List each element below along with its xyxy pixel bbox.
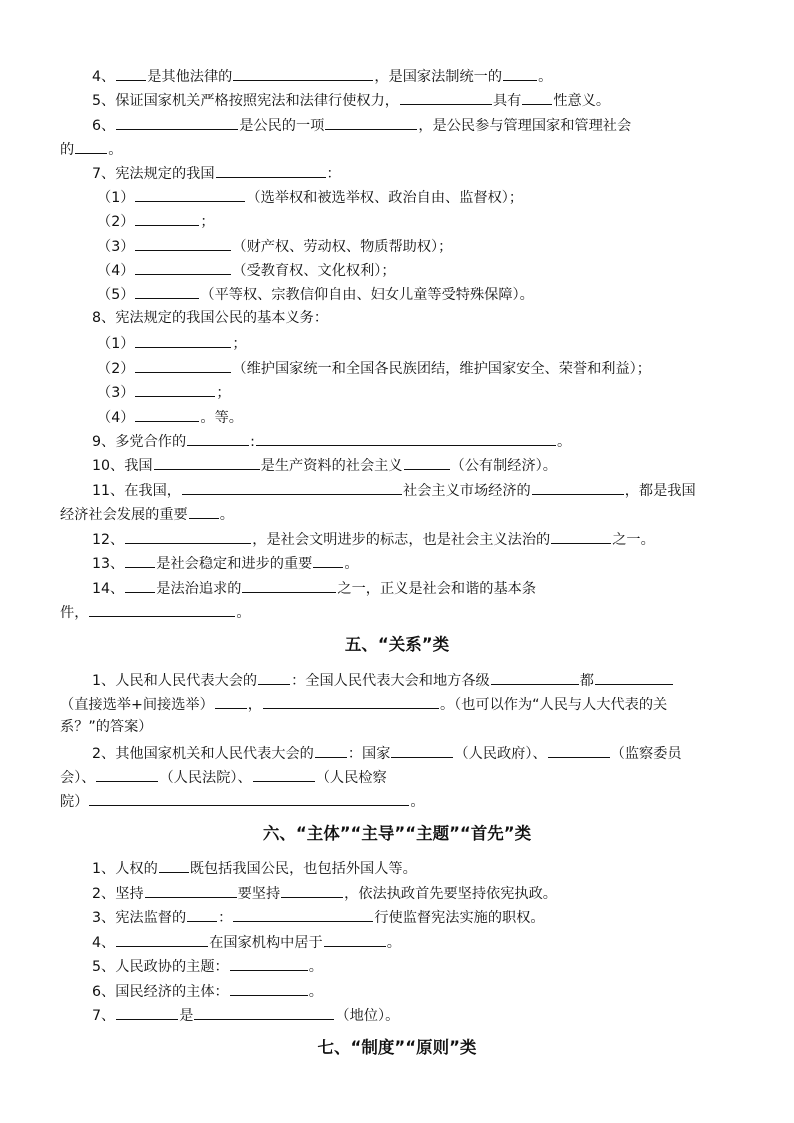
blank[interactable]: [135, 407, 199, 422]
section-6-item-3: 3、宪法监督的 ： 行使监督宪法实施的职权。: [92, 907, 742, 927]
item-7-2: （2） ；: [97, 211, 737, 231]
section-5-heading: 五、“关系”类: [344, 635, 450, 654]
item-8-1: （1） ；: [97, 333, 737, 353]
blank[interactable]: [230, 981, 308, 996]
section-6-item-2: 2、坚持 要坚持 ，依法执政首先要坚持依宪执政。: [92, 883, 742, 903]
blank[interactable]: [194, 1005, 334, 1020]
blank[interactable]: [216, 163, 326, 178]
blank[interactable]: [135, 333, 231, 348]
blank[interactable]: [253, 767, 315, 782]
item-5: 5、保证国家机关严格按照宪法和法律行使权力， 具有 性意义。: [92, 90, 742, 110]
item-10: 10、我国 是生产资料的社会主义 （公有制经济）。: [92, 455, 742, 475]
blank[interactable]: [89, 791, 409, 806]
item-8-3: （3） ；: [97, 382, 737, 402]
item-7-5: （5） （平等权、宗教信仰自由、妇女儿童等受特殊保障）。: [97, 284, 737, 304]
item-6-cont: 的 。: [60, 139, 740, 159]
blank[interactable]: [154, 455, 260, 470]
blank[interactable]: [135, 260, 231, 275]
blank[interactable]: [491, 670, 579, 685]
section-7-heading: 七、“制度”“原则”类: [317, 1038, 477, 1057]
section-6-item-4: 4、 在国家机构中居于 。: [92, 932, 742, 952]
blank[interactable]: [135, 211, 199, 226]
blank[interactable]: [258, 670, 290, 685]
item-7-3: （3） （财产权、劳动权、物质帮助权）；: [97, 236, 737, 256]
item-11: 11、在我国， 社会主义市场经济的 ，都是我国: [92, 480, 742, 500]
item-6: 6、 是公民的一项 ，是公民参与管理国家和管理社会: [92, 115, 742, 135]
section-6-item-1: 1、人权的 既包括我国公民，也包括外国人等。: [92, 858, 742, 878]
section-5-item-2: 2、其他国家机关和人民代表大会的 ：国家 （人民政府）、 （监察委员: [92, 743, 742, 763]
blank[interactable]: [325, 115, 417, 130]
blank[interactable]: [522, 90, 552, 105]
item-7: 7、宪法规定的我国 ：: [92, 163, 742, 183]
blank[interactable]: [189, 504, 219, 519]
item-7-1: （1） （选举权和被选举权、政治自由、监督权）；: [97, 187, 737, 207]
section-5-item-1: 1、人民和人民代表大会的 ：全国人民代表大会和地方各级 都: [92, 670, 742, 690]
blank[interactable]: [116, 932, 208, 947]
item-14-cont: 件， 。: [60, 602, 740, 622]
blank[interactable]: [256, 431, 556, 446]
item-12: 12、 ，是社会文明进步的标志，也是社会主义法治的 之一。: [92, 529, 742, 549]
blank[interactable]: [116, 115, 238, 130]
item-8-4: （4） 。等。: [97, 407, 737, 427]
blank[interactable]: [159, 858, 189, 873]
blank[interactable]: [135, 382, 215, 397]
blank[interactable]: [532, 480, 624, 495]
blank[interactable]: [404, 455, 450, 470]
blank[interactable]: [400, 90, 492, 105]
section-6-heading: 六、“主体”“主导”“主题”“首先”类: [262, 824, 532, 843]
blank[interactable]: [116, 66, 146, 81]
blank[interactable]: [125, 578, 155, 593]
item-4: 4、 是其他法律的 ，是国家法制统一的 。: [92, 66, 742, 86]
blank[interactable]: [135, 284, 199, 299]
blank[interactable]: [96, 767, 158, 782]
section-5-item-1-cont2: 系？”的答案）: [60, 719, 153, 735]
blank[interactable]: [116, 1005, 178, 1020]
blank[interactable]: [391, 743, 453, 758]
blank[interactable]: [595, 670, 673, 685]
item-11-cont: 经济社会发展的重要 。: [60, 504, 740, 524]
item-8-2: （2） （维护国家统一和全国各民族团结，维护国家安全、荣誉和利益）；: [97, 358, 737, 378]
blank[interactable]: [125, 553, 155, 568]
blank[interactable]: [187, 907, 217, 922]
blank[interactable]: [187, 431, 249, 446]
item-9: 9、多党合作的 : 。: [92, 431, 742, 451]
section-5-item-2-cont: 会）、 （人民法院）、 （人民检察: [60, 767, 740, 787]
blank[interactable]: [135, 236, 231, 251]
item-8: 8、宪法规定的我国公民的基本义务：: [92, 310, 329, 326]
blank[interactable]: [551, 529, 611, 544]
item-14: 14、 是法治追求的 之一，正义是社会和谐的基本条: [92, 578, 742, 598]
blank[interactable]: [324, 932, 386, 947]
blank[interactable]: [242, 578, 336, 593]
section-6-item-6: 6、国民经济的主体： 。: [92, 981, 742, 1001]
blank[interactable]: [145, 883, 237, 898]
blank[interactable]: [89, 602, 235, 617]
blank[interactable]: [281, 883, 343, 898]
blank[interactable]: [233, 907, 373, 922]
blank[interactable]: [125, 529, 251, 544]
blank[interactable]: [135, 187, 245, 202]
blank[interactable]: [503, 66, 537, 81]
item-7-4: （4） （受教育权、文化权利）；: [97, 260, 737, 280]
section-6-item-7: 7、 是 （地位）。: [92, 1005, 742, 1025]
blank[interactable]: [315, 743, 347, 758]
blank[interactable]: [263, 694, 439, 709]
blank[interactable]: [233, 66, 373, 81]
blank[interactable]: [215, 694, 247, 709]
blank[interactable]: [548, 743, 610, 758]
section-5-item-2-cont2: 院） 。: [60, 791, 740, 811]
section-5-item-1-cont: （直接选举+间接选举） ， 。（也可以作为“人民与人大代表的关: [60, 694, 740, 714]
blank[interactable]: [230, 956, 308, 971]
blank[interactable]: [75, 139, 107, 154]
blank[interactable]: [313, 553, 343, 568]
item-13: 13、 是社会稳定和进步的重要 。: [92, 553, 742, 573]
section-6-item-5: 5、人民政协的主题： 。: [92, 956, 742, 976]
blank[interactable]: [182, 480, 402, 495]
blank[interactable]: [135, 358, 231, 373]
